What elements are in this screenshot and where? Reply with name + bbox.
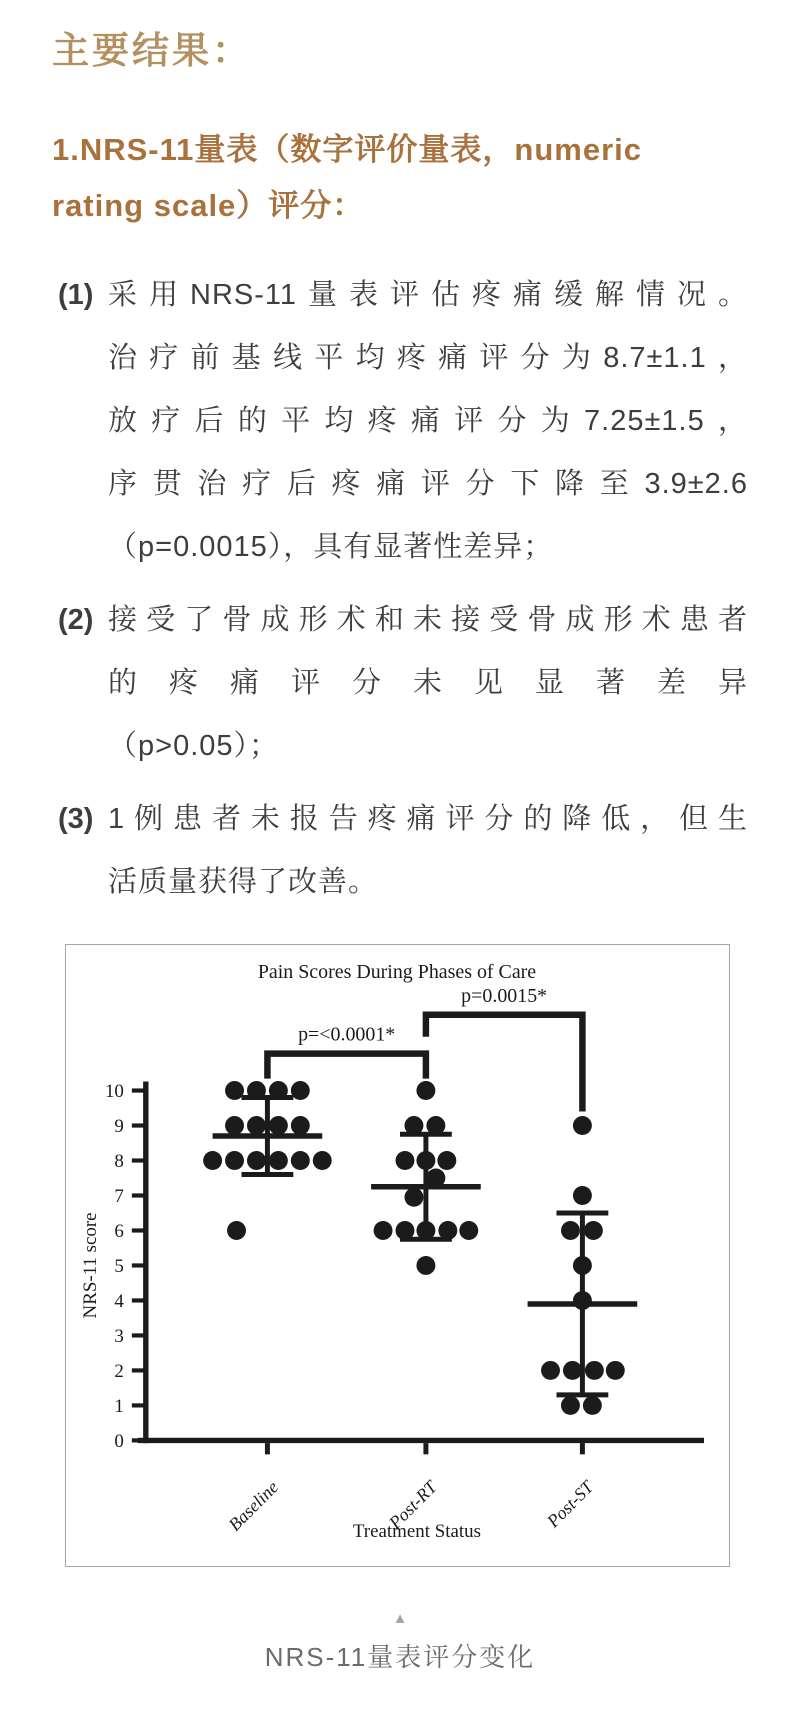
- y-axis-title: NRS-11 score: [79, 1212, 101, 1319]
- item-text-line: 采用NRS-11量表评估疼痛缓解情况。: [108, 279, 748, 311]
- data-point: [426, 1169, 445, 1188]
- caption-arrow-icon: ▲: [392, 1610, 408, 1627]
- y-tick-label: 10: [104, 1081, 124, 1103]
- data-point: [404, 1188, 423, 1207]
- data-point: [585, 1361, 604, 1380]
- data-point: [291, 1116, 310, 1135]
- article-content: [0, 28, 800, 914]
- item-text: [108, 788, 748, 914]
- item-text-line: 放疗后的平均疼痛评分为7.25±1.5，: [108, 405, 748, 437]
- data-point: [573, 1256, 592, 1275]
- figure-pain-scores: [65, 944, 730, 1567]
- data-point: [269, 1081, 288, 1100]
- item-number: (3): [58, 803, 94, 835]
- data-point: [374, 1221, 393, 1240]
- x-tick-label: Post-ST: [542, 1476, 598, 1532]
- data-point: [563, 1361, 582, 1380]
- page-title: 主要结果：: [52, 31, 252, 72]
- data-point: [606, 1361, 625, 1380]
- item-text-line: 活质量获得了改善。: [108, 866, 379, 898]
- y-tick-label: 6: [114, 1220, 124, 1242]
- pain-scatter-svg: [66, 945, 729, 1566]
- data-point: [416, 1221, 435, 1240]
- data-point: [269, 1116, 288, 1135]
- data-point: [225, 1151, 244, 1170]
- significance-label: p=<0.0001*: [298, 1023, 396, 1046]
- figure-footer: [0, 1611, 800, 1674]
- data-point: [247, 1151, 266, 1170]
- significance-bracket: [426, 1015, 582, 1112]
- data-point: [561, 1221, 580, 1240]
- data-point: [583, 1396, 602, 1415]
- x-axis-title: Treatment Status: [352, 1521, 481, 1543]
- data-point: [291, 1151, 310, 1170]
- data-point: [459, 1221, 478, 1240]
- data-point: [438, 1221, 457, 1240]
- y-tick-label: 5: [114, 1255, 124, 1277]
- data-point: [541, 1361, 560, 1380]
- item-text-line: 接受了骨成形术和未接受骨成形术患者: [108, 604, 748, 636]
- item-text-line: 的疼痛评分未见显著差异: [108, 667, 748, 699]
- data-point: [584, 1221, 603, 1240]
- y-tick-label: 9: [114, 1115, 124, 1137]
- chart-title: Pain Scores During Phases of Care: [257, 960, 537, 983]
- item-number: (2): [58, 604, 94, 636]
- data-point: [437, 1151, 456, 1170]
- data-point: [416, 1081, 435, 1100]
- significance-label: p=0.0015*: [461, 984, 548, 1007]
- data-point: [561, 1396, 580, 1415]
- item-text-line: 1例患者未报告疼痛评分的降低，但生: [108, 803, 748, 835]
- item-text-line: 序贯治疗后疼痛评分下降至3.9±2.6: [108, 468, 748, 500]
- data-point: [396, 1221, 415, 1240]
- results-list: [52, 264, 748, 914]
- y-tick-label: 8: [114, 1150, 124, 1172]
- section-subheading: [52, 122, 748, 234]
- y-tick-label: 0: [114, 1430, 124, 1452]
- data-point: [247, 1116, 266, 1135]
- figure-caption: NRS-11量表评分变化: [264, 1642, 536, 1672]
- y-tick-label: 3: [114, 1325, 124, 1347]
- data-point: [426, 1116, 445, 1135]
- item-text-line: 治疗前基线平均疼痛评分为8.7±1.1，: [108, 342, 748, 374]
- list-item: [52, 589, 748, 778]
- data-point: [573, 1186, 592, 1205]
- data-point: [404, 1116, 423, 1135]
- item-text: [108, 589, 748, 778]
- data-point: [247, 1081, 266, 1100]
- y-tick-label: 7: [114, 1185, 124, 1207]
- data-point: [573, 1291, 592, 1310]
- data-point: [396, 1151, 415, 1170]
- data-point: [269, 1151, 288, 1170]
- subheading-line: rating scale）评分：: [52, 188, 365, 223]
- y-tick-label: 4: [114, 1290, 124, 1312]
- article-page: [0, 28, 800, 1736]
- data-point: [225, 1116, 244, 1135]
- data-point: [416, 1151, 435, 1170]
- significance-bracket: [267, 1054, 425, 1079]
- item-text-line: （p=0.0015），具有显著性差异；: [108, 531, 554, 563]
- data-point: [203, 1151, 222, 1170]
- item-text: [108, 264, 748, 579]
- y-tick-label: 1: [114, 1395, 124, 1417]
- list-item: [52, 264, 748, 579]
- item-number: (1): [58, 279, 94, 311]
- data-point: [225, 1081, 244, 1100]
- x-tick-label: Baseline: [224, 1476, 283, 1535]
- y-tick-label: 2: [114, 1360, 124, 1382]
- data-point: [416, 1256, 435, 1275]
- data-point: [227, 1221, 246, 1240]
- list-item: [52, 788, 748, 914]
- data-point: [313, 1151, 332, 1170]
- data-point: [291, 1081, 310, 1100]
- data-point: [573, 1116, 592, 1135]
- subheading-line: 1.NRS-11量表（数字评价量表，numeric: [52, 132, 642, 167]
- x-tick-label: Post-RT: [384, 1476, 441, 1533]
- item-text-line: （p>0.05）；: [108, 730, 280, 762]
